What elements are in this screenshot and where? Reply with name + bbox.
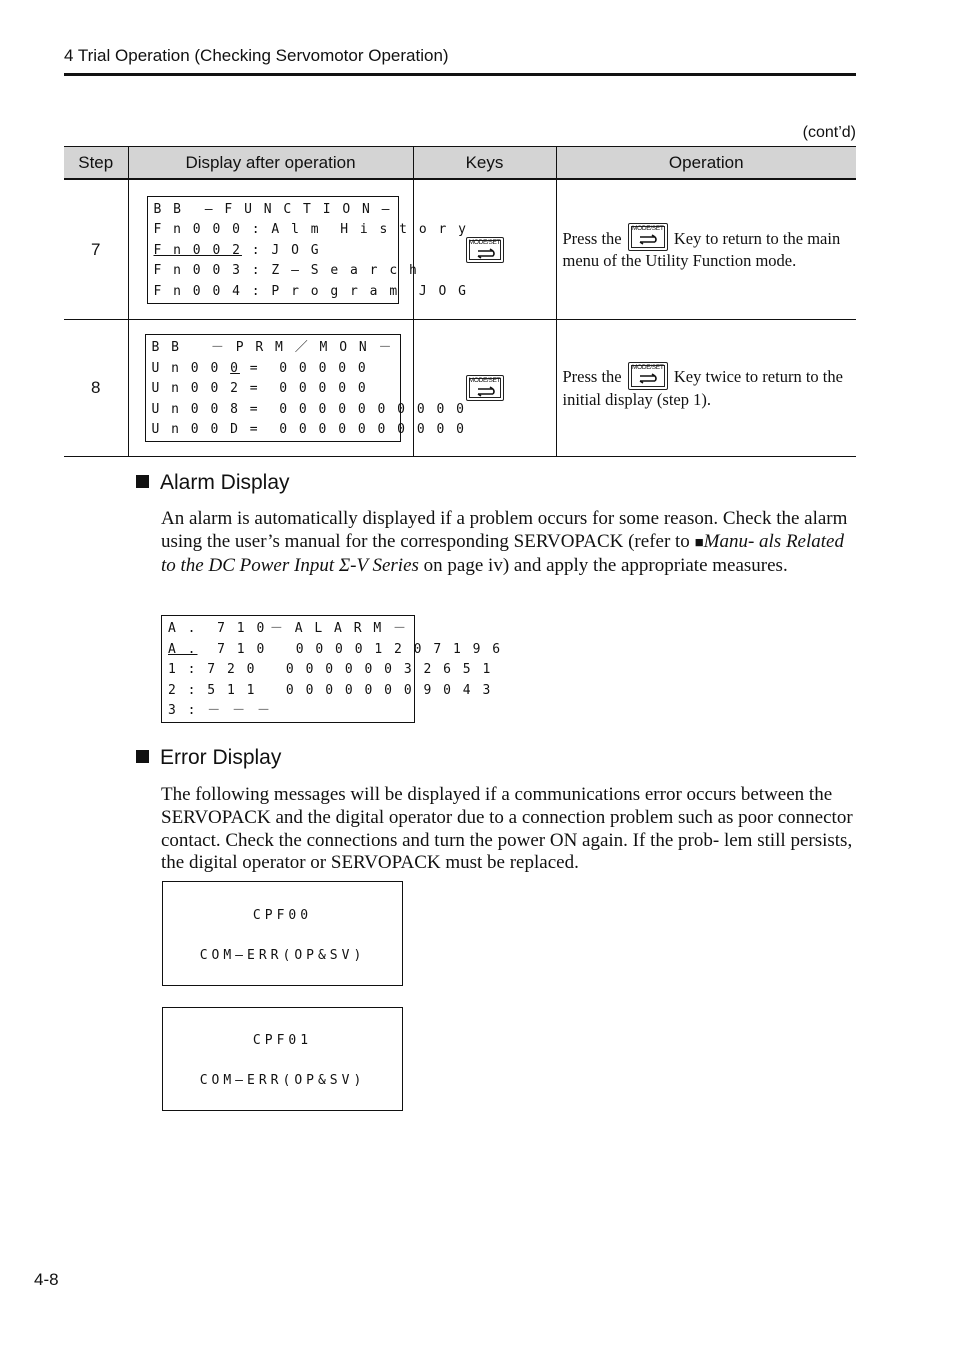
lcd-text: F n 0 0 4 : P r o g r a m J O G <box>153 283 468 299</box>
lcd-text: 7 1 0 0 0 0 0 1 2 0 7 1 9 6 <box>197 641 503 657</box>
lcd-text: = 0 0 0 0 0 <box>239 360 368 376</box>
error-code: CPF01 <box>252 1033 313 1048</box>
lcd-text: F n 0 0 0 : A l m H i s t o r y <box>153 222 468 237</box>
lcd-text: U n 0 0 <box>151 360 221 376</box>
error-display-box <box>162 881 403 986</box>
error-message: COM–ERR(OP&SV) <box>199 948 366 963</box>
error-code: CPF00 <box>252 908 313 923</box>
lcd-text: A . 7 1 0 <box>168 621 267 636</box>
lcd-cursor-text: 0 <box>230 360 240 376</box>
step-number: 7 <box>64 179 128 320</box>
col-header-operation: Operation <box>556 147 856 180</box>
lcd-text: U n 0 0 8 = 0 0 0 0 0 0 0 0 0 0 <box>151 401 466 417</box>
table-row <box>64 179 856 320</box>
error-display-heading: Error Display <box>136 746 281 770</box>
col-header-step: Step <box>64 147 128 180</box>
lcd-text: 2 : 5 1 1 0 0 0 0 0 0 0 9 0 4 3 <box>168 682 493 698</box>
black-square-bullet-icon <box>136 475 149 488</box>
lcd-text: B B <box>153 201 183 217</box>
key-label: MODE/SET <box>468 238 501 246</box>
header-rule <box>64 73 856 76</box>
lcd-cursor-text: F n 0 0 2 <box>153 242 242 258</box>
lcd-display <box>145 334 466 442</box>
lcd-text: – F U N C T I O N – <box>204 201 392 217</box>
operation-cell <box>556 320 856 457</box>
lcd-text: U n 0 0 2 = 0 0 0 0 0 <box>151 381 368 396</box>
lcd-display <box>147 196 468 304</box>
alarm-display-heading: Alarm Display <box>136 471 290 495</box>
operation-cell <box>556 179 856 320</box>
contd-label: (cont’d) <box>802 124 856 141</box>
mode-set-key-icon: MODE/SET <box>628 223 668 251</box>
step-number: 8 <box>64 320 128 457</box>
alarm-lcd-display <box>161 615 503 723</box>
lcd-text: F n 0 0 3 : Z – S e a r c h <box>153 263 419 278</box>
operation-text: Press the MODE/SET Key to return to the main menu of the Utility Function mode. <box>562 225 841 271</box>
mode-set-key-icon <box>466 375 504 401</box>
lcd-text: － P R M ／ M O N － <box>210 340 394 355</box>
lcd-text: : J O G <box>241 242 321 258</box>
steps-table <box>64 146 856 457</box>
alarm-paragraph: An alarm is automatically displayed if a problem occurs for some reason. Check the alarm using the user’s manual for the corresponding SERVOPACK (refer to ■Manu- als Related to the DC Power Input Σ-V Series on page iv) and apply the appropriate measures. <box>161 508 848 576</box>
lcd-text: B B <box>151 340 181 355</box>
mode-set-key-icon: MODE/SET <box>628 362 668 390</box>
key-label: MODE/SET <box>468 377 501 384</box>
lcd-text: 3 : － － － <box>168 703 272 718</box>
lcd-text: 1 : 7 2 0 0 0 0 0 0 0 3 2 6 5 1 <box>168 662 493 677</box>
operation-text: Press the MODE/SET Key twice to return to the initial display (step 1). <box>562 363 843 409</box>
error-display-box <box>162 1007 403 1111</box>
page-number: 4-8 <box>34 1270 59 1289</box>
table-row <box>64 320 856 457</box>
black-square-bullet-icon <box>136 750 149 763</box>
error-message: COM–ERR(OP&SV) <box>199 1073 366 1088</box>
lcd-text: － A L A R M － <box>269 621 408 636</box>
error-paragraph: The following messages will be displayed if a communications error occurs between the SERVOPACK and the digital operator due to a connection problem such as poor connector contact. Check the connections and turn the power ON again. If the prob- lem still persists, the digital operator or SERVOPACK must be replaced. <box>161 784 853 874</box>
running-head: 4 Trial Operation (Checking Servomotor Operation) <box>64 46 449 65</box>
mode-set-key-icon <box>466 237 504 263</box>
col-header-keys: Keys <box>413 147 556 180</box>
display-cell <box>128 320 466 457</box>
lcd-text: U n 0 0 D = 0 0 0 0 0 0 0 0 0 0 <box>151 422 466 437</box>
black-square-bullet-icon: ■ <box>694 534 704 551</box>
lcd-cursor-text: A . <box>168 641 198 657</box>
col-header-display: Display after operation <box>128 147 413 180</box>
display-cell <box>128 179 468 320</box>
